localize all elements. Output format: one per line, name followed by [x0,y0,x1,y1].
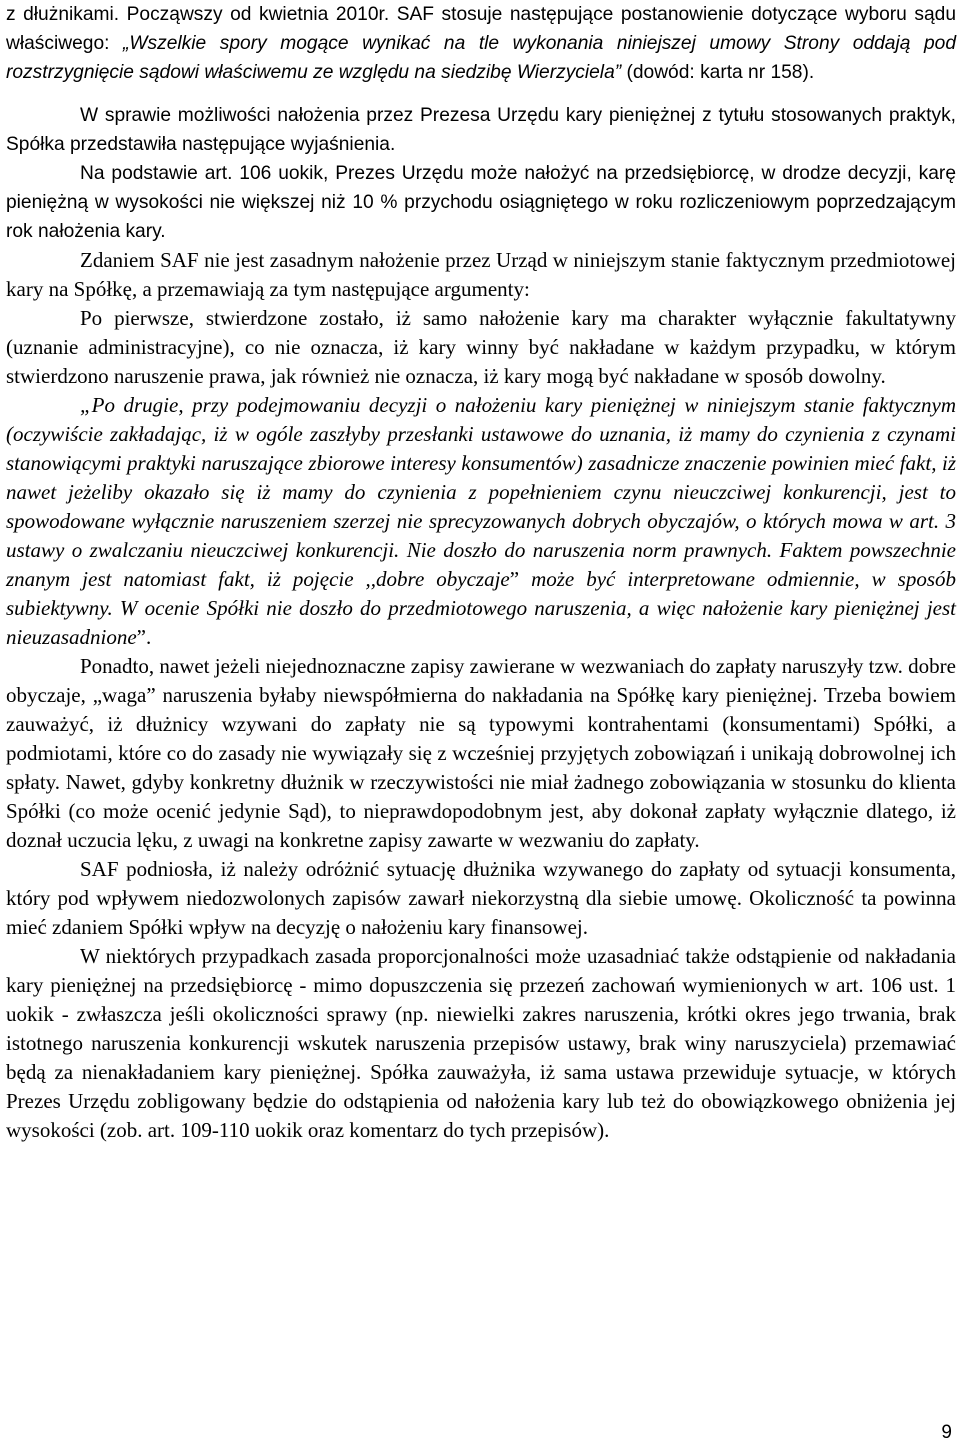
paragraph-1-intro: z dłużnikami. Począwszy od kwietnia 2010r. SAF stosuje następujące postanowienie dotyczące wyboru sądu właściwego: [6,4,956,54]
paragraph-5: Po pierwsze, stwierdzone zostało, iż samo nałożenie kary ma charakter wyłącznie fakultatywny (uznanie administracyjne), co nie oznacza, iż kary winny być nakładane w każdym przypadku, w którym stwierdzono naruszenie prawa, jak również nie oznacza, iż kary mogą być nakładane w sposób dowolny. [6,306,956,388]
paragraph-4: Zdaniem SAF nie jest zasadnym nałożenie przez Urząd w niniejszym stanie faktycznym przedmiotowej kary na Spółkę, a przemawiają za tym następujące argumenty: [6,248,956,301]
quote-part-2: może być interpretowane odmiennie, w sposób subiektywny. W ocenie Spółki nie doszło do przedmiotowego naruszenia, a więc nałożenie kary pieniężnej jest nieuzasadnione [6,567,956,649]
jurisdiction-clause-quote: „Wszelkie spory mogące wynikać na tle wykonania niniejszej umowy Strony oddają pod rozstrzygnięcie sądowi właściwemu ze względu na siedzibę Wierzyciela” [6,33,956,83]
paragraph-2: W sprawie możliwości nałożenia przez Prezesa Urzędu kary pieniężnej z tytułu stosowanych praktyk, Spółka przedstawiła następujące wyjaśnienia. [6,105,956,155]
paragraph-8: SAF podniosła, iż należy odróżnić sytuację dłużnika wzywanego do zapłaty od sytuacji konsumenta, który pod wpływem niedozwolonych zapisów zawarł niekorzystną dla siebie umowę. Okoliczność ta powinna mieć zdaniem Spółki wpływ na decyzję o nałożeniu kary finansowej. [6,857,956,939]
paragraph-7: Ponadto, nawet jeżeli niejednoznaczne zapisy zawierane w wezwaniach do zapłaty naruszyły tzw. dobre obyczaje, „waga” naruszenia byłaby niewspółmierna do nakładania na Spółkę kary pieniężnej. Trzeba bowiem zauważyć, iż dłużnicy wzywani do zapłaty nie są typowymi kontrahentami (konsumentami) Spółki, a podmiotami, które co do zasady nie wywiązały się z wcześniej przyjętych zobowiązań i unikają dobrowolnej ich spłaty. Nawet, gdyby konkretny dłużnik w rzeczywistości nie miał żadnego zobowiązania w stosunku do klienta Spółki (co może ocenić jedynie Sąd), to nieprawdopodobnym jest, aby dokonał zapłaty wyłącznie dlatego, iż doznał uczucia lęku, z uwagi na konkretne zapisy zawarte w wezwaniu do zapłaty. [6,654,956,852]
paragraph-6-quote [6,391,956,652]
paragraph-3: Na podstawie art. 106 uokik, Prezes Urzędu może nałożyć na przedsiębiorcę, w drodze decyzji, karę pieniężną w wysokości nie większej niż 10 % przychodu osiągniętego w roku rozliczeniowym poprzedzającym rok nałożenia kary. [6,163,956,242]
paragraph-9: W niektórych przypadkach zasada proporcjonalności może uzasadniać także odstąpienie od nakładania kary pieniężnej na przedsiębiorcę - mimo dopuszczenia się przezeń zachowań wymienionych w art. 106 ust. 1 uokik - zwłaszcza jeśli okoliczności sprawy (np. niewielki zakres naruszenia, krótki okres jego trwania, brak istotnego naruszenia konkurencji wskutek naruszenia przepisów ustawy, brak winy naruszyciela) przemawiać będą za nienakładaniem kary pieniężnej. Spółka zauważyła, iż sama ustawa przewiduje sytuacje, w których Prezes Urzędu zobligowany będzie do odstąpienia od nałożenia kary lub też do obowiązkowego obniżenia jej wysokości (zob. art. 109-110 uokik oraz komentarz do tych przepisów). [6,944,956,1142]
quote-mark-2: ”. [136,625,152,649]
quote-mark-1: ” [509,567,520,591]
page-number: 9 [941,1422,952,1443]
evidence-reference: (dowód: karta nr 158). [621,62,815,83]
document-page [6,0,956,1145]
quote-part-1: „Po drugie, przy podejmowaniu decyzji o nałożeniu kary pieniężnej w niniejszym stanie faktycznym (oczywiście zakładając, iż w ogóle zaszłyby przesłanki ustawowe do uznania, iż mamy do czynienia z czynami stanowiącymi praktyki naruszające zbiorowe interesy konsumentów) zasadnicze znaczenie powinien mieć fakt, iż nawet jeżeliby okazało się iż mamy do czynienia z popełnieniem czynu nieuczciwej konkurencji, jest to spowodowane wyłącznie naruszeniem szerzej nie sprecyzowanych dobrych obyczajów, o których mowa w art. 3 ustawy o zwalczaniu nieuczciwej konkurencji. Nie doszło do naruszenia norm prawnych. Faktem powszechnie znanym jest natomiast fakt, iż pojęcie ,,dobre obyczaje [6,393,956,591]
paragraph-1 [6,0,956,87]
